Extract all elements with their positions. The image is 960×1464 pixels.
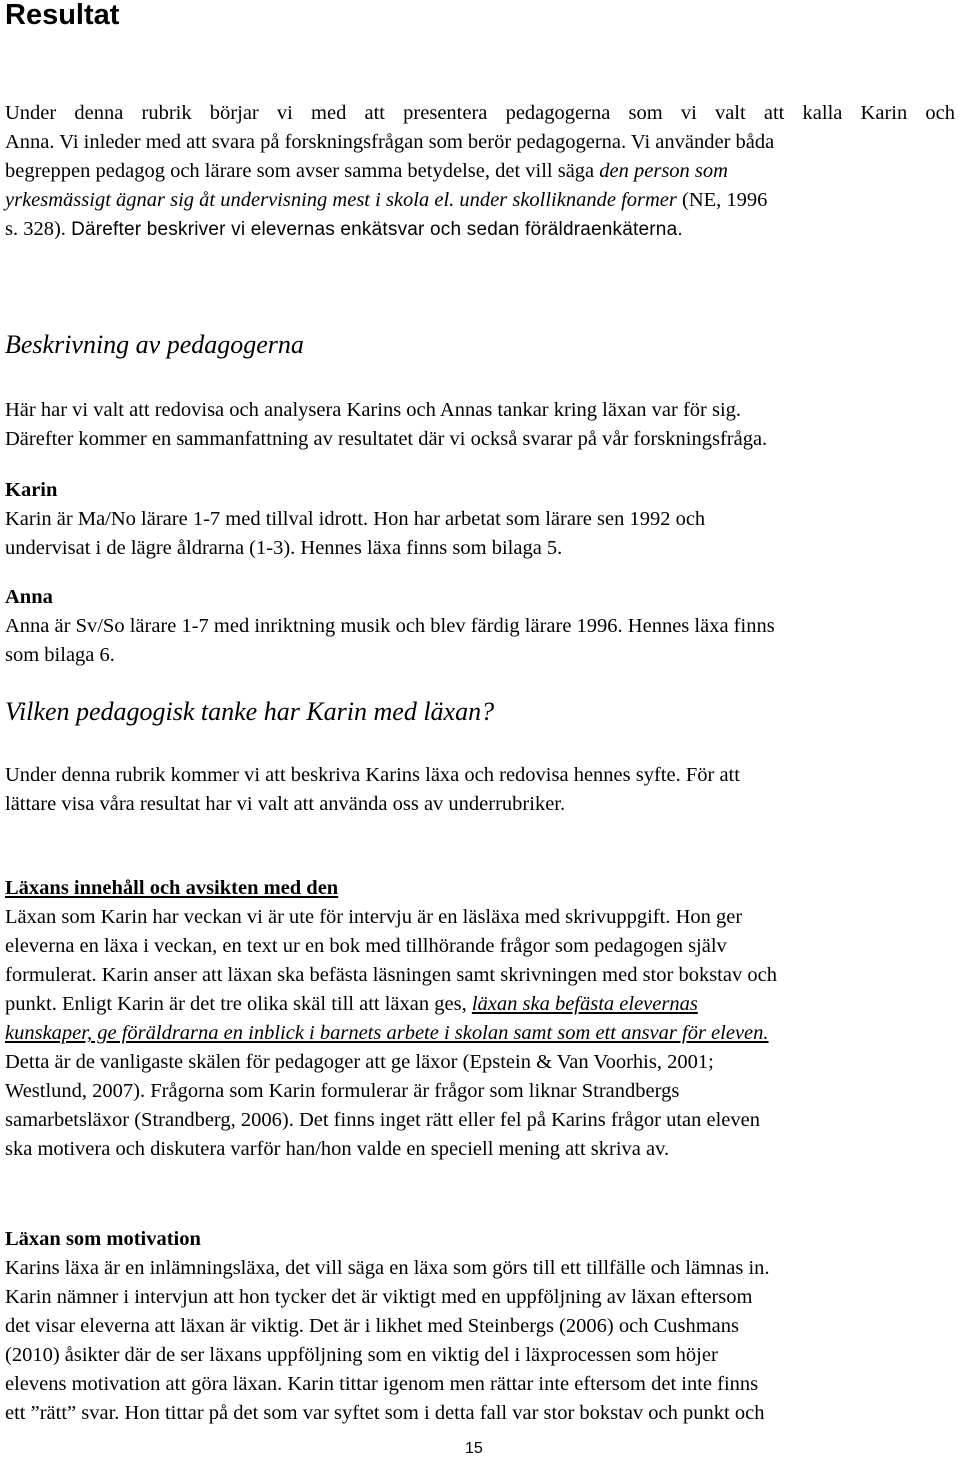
anna-line-1: Anna är Sv/So lärare 1-7 med inriktning musik och blev färdig lärare 1996. Hennes läxa finns	[5, 615, 775, 637]
karin-tanke-paragraph	[5, 761, 955, 819]
karin-tanke-line-2: lättare visa våra resultat har vi valt att använda oss av underrubriker.	[5, 793, 566, 815]
intro-line-1: Under denna rubrik börjar vi med att presentera pedagogerna som vi valt att kalla Karin och	[5, 102, 955, 124]
innehall-line-3: formulerat. Karin anser att läxan ska befästa läsningen samt skrivningen med stor bokstav och	[5, 964, 777, 986]
intro-italic-text: den person som	[599, 160, 728, 182]
intro-text: s. 328).	[5, 218, 72, 240]
intro-line-2: Anna. Vi inleder med att svara på forskningsfrågan som berör pedagogerna. Vi använder båda	[5, 131, 775, 153]
innehall-section	[5, 874, 955, 1164]
pedagoger-line-1: Här har vi valt att redovisa och analysera Karins och Annas tankar kring läxan var för sig.	[5, 399, 742, 421]
anna-heading: Anna	[5, 586, 53, 608]
anna-section	[5, 583, 955, 670]
innehall-italic-text: kunskaper, ge föräldrarna en inblick i barnets arbete i skolan samt som ett ansvar för eleven.	[5, 1022, 769, 1044]
section-heading-karin-tanke: Vilken pedagogisk tanke har Karin med läxan?	[5, 697, 495, 726]
intro-text: begreppen pedagog och lärare som avser samma betydelse, det vill säga	[5, 160, 600, 182]
intro-sans-text: Därefter beskriver vi elevernas enkätsvar och sedan föräldraenkäterna.	[71, 219, 683, 240]
anna-line-2: som bilaga 6.	[5, 644, 115, 666]
innehall-line-1: Läxan som Karin har veckan vi är ute för intervju är en läsläxa med skrivuppgift. Hon ger	[5, 906, 743, 928]
pedagoger-line-2: Därefter kommer en sammanfattning av resultatet där vi också svarar på vår forskningsfråga.	[5, 428, 768, 450]
intro-italic-text: yrkesmässigt ägnar sig åt undervisning mest i skola el. under skolliknande former	[5, 189, 677, 211]
karin-section	[5, 476, 955, 563]
innehall-line-6: Detta är de vanligaste skälen för pedagoger att ge läxor (Epstein & Van Voorhis, 2001;	[5, 1051, 714, 1073]
motivation-line-4: (2010) åsikter där de ser läxans uppföljning som en viktig del i läxprocessen som höjer	[5, 1344, 718, 1366]
motivation-line-6: ett ”rätt” svar. Hon tittar på det som var syftet som i detta fall var stor bokstav och punkt och	[5, 1402, 765, 1424]
intro-line-3	[5, 157, 955, 186]
intro-line-5	[5, 215, 955, 244]
innehall-heading: Läxans innehåll och avsikten med den	[5, 877, 339, 899]
innehall-line-5	[5, 1019, 955, 1048]
innehall-line-7: Westlund, 2007). Frågorna som Karin formulerar är frågor som liknar Strandbergs	[5, 1080, 680, 1102]
pedagoger-paragraph	[5, 396, 955, 454]
karin-line-1: Karin är Ma/No lärare 1-7 med tillval idrott. Hon har arbetat som lärare sen 1992 och	[5, 508, 706, 530]
section-heading-pedagoger: Beskrivning av pedagogerna	[5, 330, 304, 359]
intro-paragraph	[5, 99, 955, 244]
innehall-line-2: eleverna en läxa i veckan, en text ur en bok med tillhörande frågor som pedagogen själv	[5, 935, 727, 957]
page-title: Resultat	[5, 0, 120, 31]
innehall-line-9: ska motivera och diskutera varför han/hon valde en speciell mening att skriva av.	[5, 1138, 670, 1160]
intro-text: (NE, 1996	[676, 189, 768, 211]
karin-line-2: undervisat i de lägre åldrarna (1-3). Hennes läxa finns som bilaga 5.	[5, 537, 563, 559]
motivation-section	[5, 1225, 955, 1428]
innehall-text: punkt. Enligt Karin är det tre olika skäl till att läxan ges,	[5, 993, 472, 1015]
motivation-line-3: det visar eleverna att läxan är viktig. Det är i likhet med Steinbergs (2006) och Cushmans	[5, 1315, 740, 1337]
motivation-heading: Läxan som motivation	[5, 1228, 201, 1250]
innehall-italic-text: läxan ska befästa elevernas	[471, 993, 698, 1015]
intro-line-4	[5, 186, 955, 215]
karin-tanke-line-1: Under denna rubrik kommer vi att beskriva Karins läxa och redovisa hennes syfte. För att	[5, 764, 740, 786]
karin-heading: Karin	[5, 479, 58, 501]
motivation-line-1: Karins läxa är en inlämningsläxa, det vill säga en läxa som görs till ett tillfälle och lämnas in.	[5, 1257, 770, 1279]
innehall-line-8: samarbetsläxor (Strandberg, 2006). Det finns inget rätt eller fel på Karins frågor utan eleven	[5, 1109, 761, 1131]
page-number: 15	[465, 1440, 483, 1457]
motivation-line-2: Karin nämner i intervjun att hon tycker det är viktigt med en uppföljning av läxan eftersom	[5, 1286, 753, 1308]
innehall-line-4	[5, 990, 955, 1019]
motivation-line-5: elevens motivation att göra läxan. Karin tittar igenom men rättar inte eftersom det inte finns	[5, 1373, 759, 1395]
